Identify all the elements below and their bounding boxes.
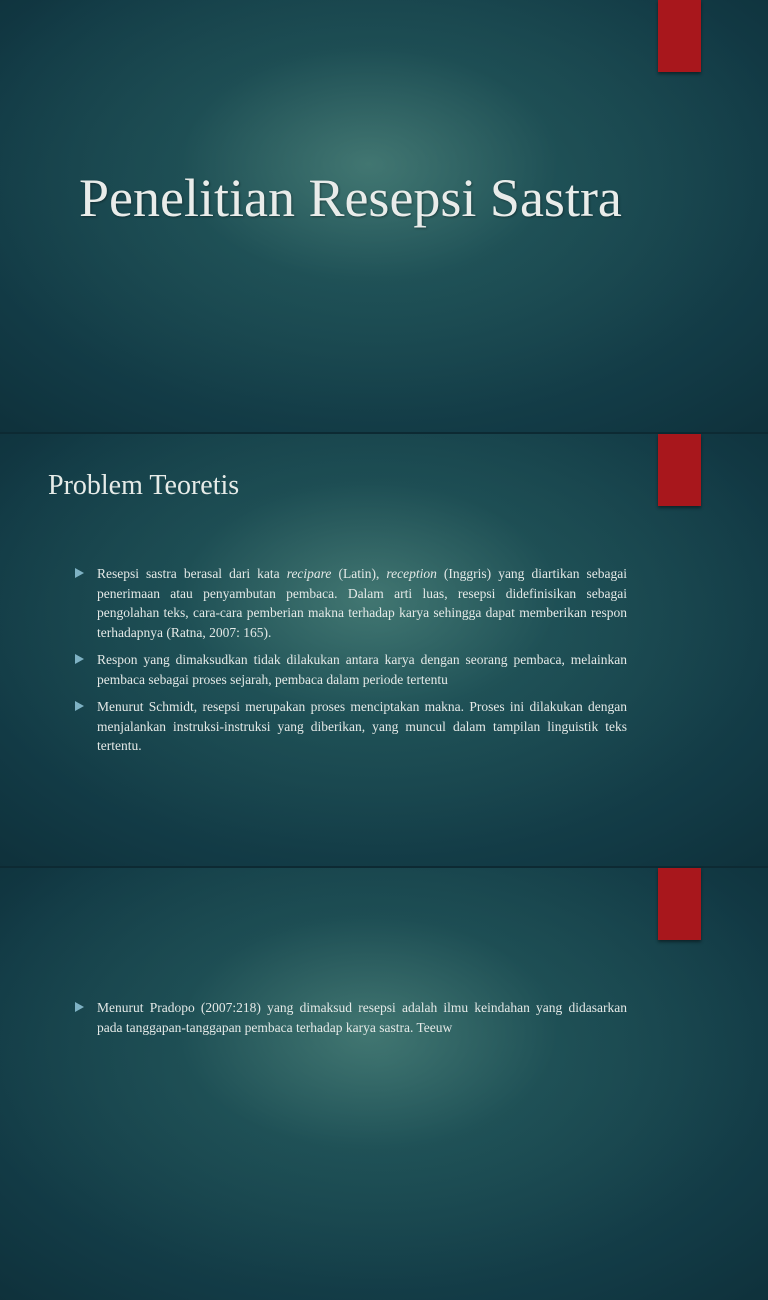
slide-continuation bbox=[0, 868, 768, 1300]
accent-bar bbox=[658, 868, 701, 940]
slide-problem-teoretis bbox=[0, 434, 768, 866]
bullet-text-segment: Resepsi sastra berasal dari kata bbox=[97, 566, 287, 581]
bullet-item bbox=[75, 564, 627, 642]
triangle-bullet-icon bbox=[75, 701, 84, 711]
presentation-title: Penelitian Resepsi Sastra bbox=[79, 168, 622, 228]
triangle-bullet-icon bbox=[75, 654, 84, 664]
bullet-text-segment: (Inggris) yang diartikan sebagai penerimaan atau penyambutan pembaca. Dalam arti luas, resepsi didefinisikan sebagai pengolahan teks, cara-cara pemberian makna terhadap karya sehingga dapat memberikan respon terhadapnya (Ratna, 2007: 165). bbox=[97, 566, 627, 640]
accent-bar bbox=[658, 434, 701, 506]
triangle-bullet-icon bbox=[75, 1002, 84, 1012]
bullet-item bbox=[75, 998, 627, 1037]
latin-term: recipare bbox=[286, 566, 332, 581]
triangle-bullet-icon bbox=[75, 568, 84, 578]
accent-bar bbox=[658, 0, 701, 72]
bullet-item bbox=[75, 697, 627, 756]
bullet-item bbox=[75, 650, 627, 689]
english-term: reception bbox=[386, 566, 437, 581]
bullet-text-segment: (Latin), bbox=[331, 566, 387, 581]
bullet-text: Menurut Pradopo (2007:218) yang dimaksud resepsi adalah ilmu keindahan yang didasarkan pada tanggapan-tanggapan pembaca terhadap karya sastra. Teeuw bbox=[97, 1000, 627, 1035]
slide-heading: Problem Teoretis bbox=[48, 470, 240, 501]
bullet-text: Respon yang dimaksudkan tidak dilakukan antara karya dengan seorang pembaca, melainkan pembaca sebagai proses sejarah, pembaca dalam periode tertentu bbox=[97, 652, 627, 687]
bullet-list bbox=[75, 998, 627, 1045]
bullet-list bbox=[75, 564, 627, 764]
bullet-text: Menurut Schmidt, resepsi merupakan proses menciptakan makna. Proses ini dilakukan dengan menjalankan instruksi-instruksi yang diberikan, yang muncul dalam tampilan linguistik teks tertentu. bbox=[97, 699, 627, 753]
slide-title bbox=[0, 0, 768, 432]
